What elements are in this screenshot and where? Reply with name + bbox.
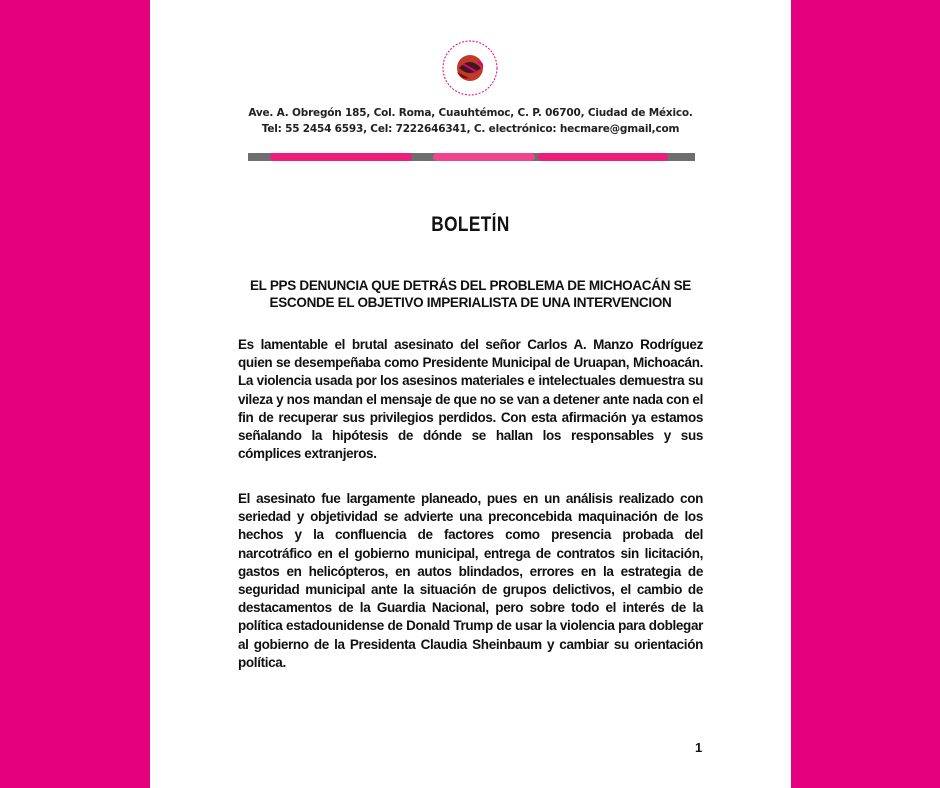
header-divider-bar bbox=[248, 153, 695, 161]
page-number: 1 bbox=[695, 740, 703, 755]
divider-segment bbox=[433, 153, 535, 161]
divider-segment bbox=[538, 153, 668, 161]
party-logo-icon bbox=[437, 38, 503, 98]
paragraph: El asesinato fue largamente planeado, pues en un análisis realizado con seriedad y objetividad se advierte una preconcebida maquinación de los hechos y la confluencia de factores como presencia probada del narcotráfico en el gobierno municipal, entrega de contratos sin licitación, gastos en helicópteros, en autos blindados, errores en la estrategia de seguridad municipal ante la situación de grupos delictivos, el cambio de destacamentos de la Guardia Nacional, pero sobre todo el interés de la política estadounidense de Donald Trump de usar la violencia para doblegar al gobierno de la Presidenta Claudia Sheinbaum y cambiar su orientación política. bbox=[238, 491, 703, 670]
divider-segment bbox=[270, 153, 412, 161]
address-line: Ave. A. Obregón 185, Col. Roma, Cuauhtémoc, C. P. 06700, Ciudad de México. bbox=[248, 107, 693, 119]
party-logo bbox=[437, 38, 503, 98]
document-title: BOLETÍN bbox=[431, 213, 510, 236]
paragraph: Es lamentable el brutal asesinato del señor Carlos A. Manzo Rodríguez quien se desempeñaba como Presidente Municipal de Uruapan, Michoacán. La violencia usada por los asesinos materiales e intelectuales demuestra su vileza y nos mandan el mensaje de que no se van a detener ante nada con el fin de recuperar sus privilegios perdidos. Con esta afirmación ya estamos señalando la hipótesis de dónde se hallan los responsables y sus cómplices extranjeros. bbox=[238, 337, 703, 462]
contact-line: Tel: 55 2454 6593, Cel: 7222646341, C. electrónico: hecmare@gmail,com bbox=[261, 123, 680, 135]
subtitle-line: EL PPS DENUNCIA QUE DETRÁS DEL PROBLEMA DE MICHOACÁN SE bbox=[249, 278, 692, 293]
document-page bbox=[150, 0, 791, 788]
document-subtitle bbox=[210, 277, 731, 311]
subtitle-line: ESCONDE EL OBJETIVO IMPERIALISTA DE UNA INTERVENCION bbox=[269, 295, 672, 310]
